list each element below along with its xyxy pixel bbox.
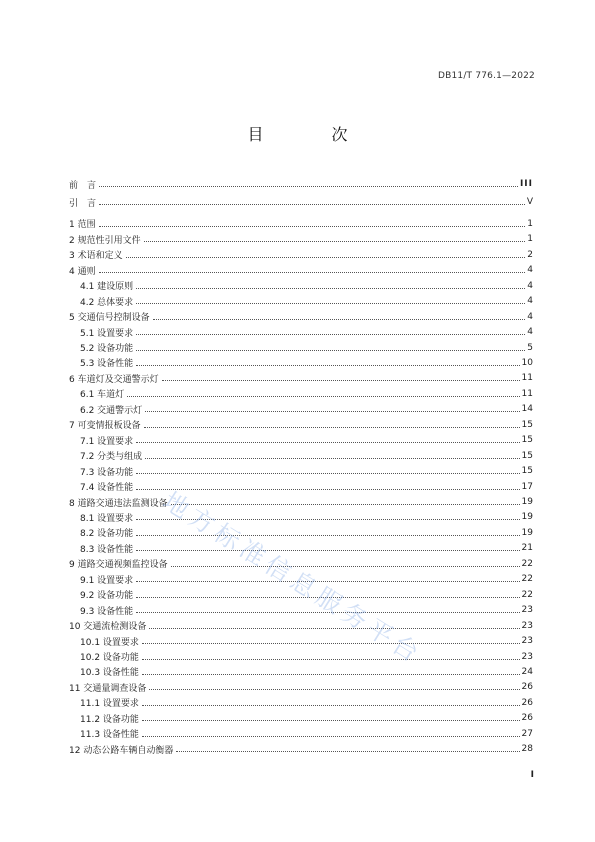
- toc-leader-dots: [136, 350, 525, 351]
- toc-entry[interactable]: [80, 279, 533, 293]
- toc-entry-title: 10.3 设备性能: [80, 668, 139, 679]
- toc-entry[interactable]: [80, 341, 533, 355]
- toc-entry-title: 5.2 设备功能: [80, 344, 134, 354]
- toc-leader-dots: [99, 204, 525, 205]
- toc-leader-dots: [136, 334, 525, 335]
- toc-leader-dots: [142, 736, 520, 737]
- toc-entry-page: 15: [521, 435, 533, 446]
- toc-entry[interactable]: [80, 526, 533, 540]
- toc-entry-page: 5: [527, 342, 533, 353]
- toc-leader-dots: [149, 689, 519, 690]
- toc-entry-page: 1: [527, 218, 533, 229]
- toc-entry-title: 4.2 总体要求: [80, 297, 134, 308]
- toc-entry[interactable]: [80, 294, 533, 308]
- toc-entry-title: 8 道路交通违法监测设备: [69, 498, 168, 509]
- toc-entry-title: 2 规范性引用文件: [69, 235, 141, 246]
- toc-entry-page: 15: [521, 419, 533, 430]
- toc-entry-title: 9.2 设备功能: [80, 591, 134, 602]
- toc-entry-title: 前 言: [69, 180, 97, 191]
- toc-entry-page: 15: [521, 450, 533, 461]
- toc-entry[interactable]: [69, 248, 533, 262]
- toc-entry-page: 19: [521, 497, 533, 507]
- toc-entry-title: 9.3 设备性能: [80, 606, 134, 617]
- toc-entry[interactable]: [80, 387, 533, 401]
- toc-entry[interactable]: [80, 603, 533, 617]
- toc-entry[interactable]: [80, 325, 533, 339]
- toc-entry[interactable]: [80, 696, 533, 710]
- toc-entry-title: 10.2 设备功能: [80, 653, 139, 663]
- toc-entry-page: 23: [521, 605, 533, 616]
- toc-entry-title: 3 术语和定义: [69, 251, 123, 262]
- toc-entry[interactable]: [69, 742, 533, 756]
- toc-entry-page: 11: [521, 388, 533, 399]
- toc-entry-page: 28: [521, 744, 533, 755]
- toc-entry-title: 4.1 建设原则: [80, 282, 134, 293]
- toc-entry-page: 10: [521, 357, 533, 368]
- toc-entry-title: 10 交通流检测设备: [69, 622, 147, 633]
- toc-entry[interactable]: [69, 232, 533, 246]
- toc-leader-dots: [136, 519, 519, 520]
- toc-entry[interactable]: [80, 650, 533, 664]
- toc-entry-title: 6 车道灯及交通警示灯: [69, 374, 159, 385]
- toc-entry-page: 22: [521, 574, 533, 585]
- toc-entry-title: 5 交通信号控制设备: [69, 313, 150, 324]
- toc-entry-title: 引 言: [69, 198, 97, 209]
- toc-leader-dots: [136, 442, 519, 443]
- toc-entry-title: 7.3 设备功能: [80, 467, 134, 478]
- toc-entry[interactable]: [69, 177, 533, 191]
- toc-leader-dots: [126, 257, 526, 258]
- toc-entry[interactable]: [69, 263, 533, 277]
- toc-entry[interactable]: [80, 356, 533, 370]
- toc-entry[interactable]: [69, 310, 533, 324]
- toc-leader-dots: [149, 628, 519, 629]
- toc-entry-page: 4: [527, 265, 533, 276]
- toc-entry[interactable]: [80, 634, 533, 648]
- toc-entry-page: 24: [521, 666, 533, 677]
- toc-entry-title: 11 交通量调查设备: [69, 683, 147, 694]
- toc-entry-page: 22: [521, 558, 533, 569]
- toc-entry-title: 12 动态公路车辆自动衡器: [69, 745, 174, 756]
- toc-entry-title: 11.2 设备功能: [80, 714, 139, 725]
- toc-entry[interactable]: [69, 680, 533, 694]
- toc-leader-dots: [136, 489, 519, 490]
- toc-entry-title: 7.2 分类与组成: [80, 452, 143, 463]
- toc-entry-title: 8.1 设置要求: [80, 513, 134, 524]
- toc-leader-dots: [136, 612, 519, 613]
- toc-entry-page: 23: [521, 651, 533, 662]
- toc-leader-dots: [142, 643, 520, 644]
- toc-entry-title: 6.2 交通警示灯: [80, 405, 143, 416]
- toc-leader-dots: [136, 365, 519, 366]
- toc-entry-page: 4: [527, 296, 533, 307]
- toc-entry[interactable]: [80, 727, 533, 741]
- toc-entry[interactable]: [69, 557, 533, 571]
- toc-leader-dots: [162, 380, 520, 381]
- toc-leader-dots: [142, 720, 520, 721]
- toc-entry-page: 26: [521, 713, 533, 724]
- toc-entry[interactable]: [80, 464, 533, 478]
- toc-leader-dots: [171, 504, 520, 505]
- toc-entry-title: 6.1 车道灯: [80, 390, 125, 401]
- toc-entry-title: 11.3 设备性能: [80, 730, 139, 741]
- toc-entry-page: 4: [527, 280, 533, 291]
- toc-entry[interactable]: [80, 541, 533, 555]
- toc-entry-title: 5.1 设置要求: [80, 328, 134, 339]
- toc-leader-dots: [136, 303, 525, 304]
- toc-entry[interactable]: [80, 480, 533, 494]
- toc-entry-title: 8.3 设备性能: [80, 544, 134, 555]
- toc-entry-page: 4: [527, 311, 533, 322]
- toc-leader-dots: [142, 659, 520, 660]
- toc-entry-page: V: [526, 197, 533, 208]
- toc-entry-page: 15: [521, 466, 533, 477]
- toc-leader-dots: [136, 473, 519, 474]
- toc-entry[interactable]: [69, 371, 533, 385]
- toc-entry-page: 19: [521, 512, 533, 523]
- toc-leader-dots: [136, 550, 519, 551]
- toc-leader-dots: [142, 705, 520, 706]
- toc-leader-dots: [99, 186, 518, 187]
- toc-entry-page: 11: [521, 373, 533, 384]
- toc-entry-page: III: [519, 179, 533, 189]
- toc-entry-title: 8.2 设备功能: [80, 529, 134, 540]
- toc-entry[interactable]: [69, 217, 533, 231]
- toc-entry-page: 19: [521, 527, 533, 538]
- toc-entry-page: 4: [527, 327, 533, 337]
- toc-leader-dots: [153, 319, 526, 320]
- toc-entry-page: 17: [521, 481, 533, 492]
- toc-entry[interactable]: [69, 195, 533, 209]
- toc-entry-title: 5.3 设备性能: [80, 359, 134, 370]
- toc-leader-dots: [145, 411, 519, 412]
- toc-entry-page: 23: [521, 620, 533, 631]
- toc-entry-title: 11.1 设置要求: [80, 699, 139, 710]
- toc-leader-dots: [176, 751, 519, 752]
- toc-entry-page: 1: [527, 234, 533, 245]
- toc-entry[interactable]: [80, 433, 533, 447]
- toc-entry-page: 14: [521, 404, 533, 415]
- toc-entry-page: 26: [521, 697, 533, 708]
- toc-leader-dots: [136, 597, 519, 598]
- toc-entry-title: 7 可变情报板设备: [69, 421, 141, 432]
- toc-entry[interactable]: [80, 665, 533, 679]
- toc-entry[interactable]: [80, 402, 533, 416]
- toc-entry-page: 26: [521, 682, 533, 693]
- toc-entry[interactable]: [80, 449, 533, 463]
- toc-entry[interactable]: [80, 711, 533, 725]
- toc-leader-dots: [171, 566, 520, 567]
- toc-leader-dots: [144, 241, 526, 242]
- toc-entry-title: 7.4 设备性能: [80, 483, 134, 494]
- toc-leader-dots: [144, 427, 520, 428]
- toc-entry[interactable]: [80, 572, 533, 586]
- toc-entry[interactable]: [69, 495, 533, 509]
- toc-entry-page: 27: [521, 728, 533, 739]
- toc-entry-title: 1 范围: [69, 220, 96, 231]
- toc-leader-dots: [142, 674, 520, 675]
- toc-entry[interactable]: [69, 418, 533, 432]
- toc-entry[interactable]: [69, 619, 533, 633]
- toc-entry[interactable]: [80, 510, 533, 524]
- toc-leader-dots: [136, 535, 519, 536]
- toc-leader-dots: [136, 581, 519, 582]
- toc-entry[interactable]: [80, 588, 533, 602]
- toc-leader-dots: [99, 272, 526, 273]
- toc-entry-page: 23: [521, 636, 533, 646]
- toc-leader-dots: [136, 288, 525, 289]
- toc-leader-dots: [99, 226, 526, 227]
- toc-entry-title: 9 道路交通视频监控设备: [69, 560, 168, 571]
- toc-entry-page: 22: [521, 589, 533, 600]
- toc-entry-title: 4 通则: [69, 266, 96, 277]
- toc-entry-page: 2: [527, 249, 533, 260]
- document-code: DB11/T 776.1—2022: [437, 71, 535, 81]
- toc-entry-page: 21: [521, 543, 533, 554]
- page-number: I: [530, 770, 534, 780]
- page-title: 目 次: [247, 125, 374, 144]
- toc-entry-title: 9.1 设置要求: [80, 575, 134, 586]
- toc-leader-dots: [145, 458, 519, 459]
- toc-leader-dots: [127, 396, 519, 397]
- toc-entry-title: 7.1 设置要求: [80, 436, 134, 447]
- watermark: 地方标准信息服务平台: [157, 486, 428, 670]
- toc-entry-title: 10.1 设置要求: [80, 637, 139, 648]
